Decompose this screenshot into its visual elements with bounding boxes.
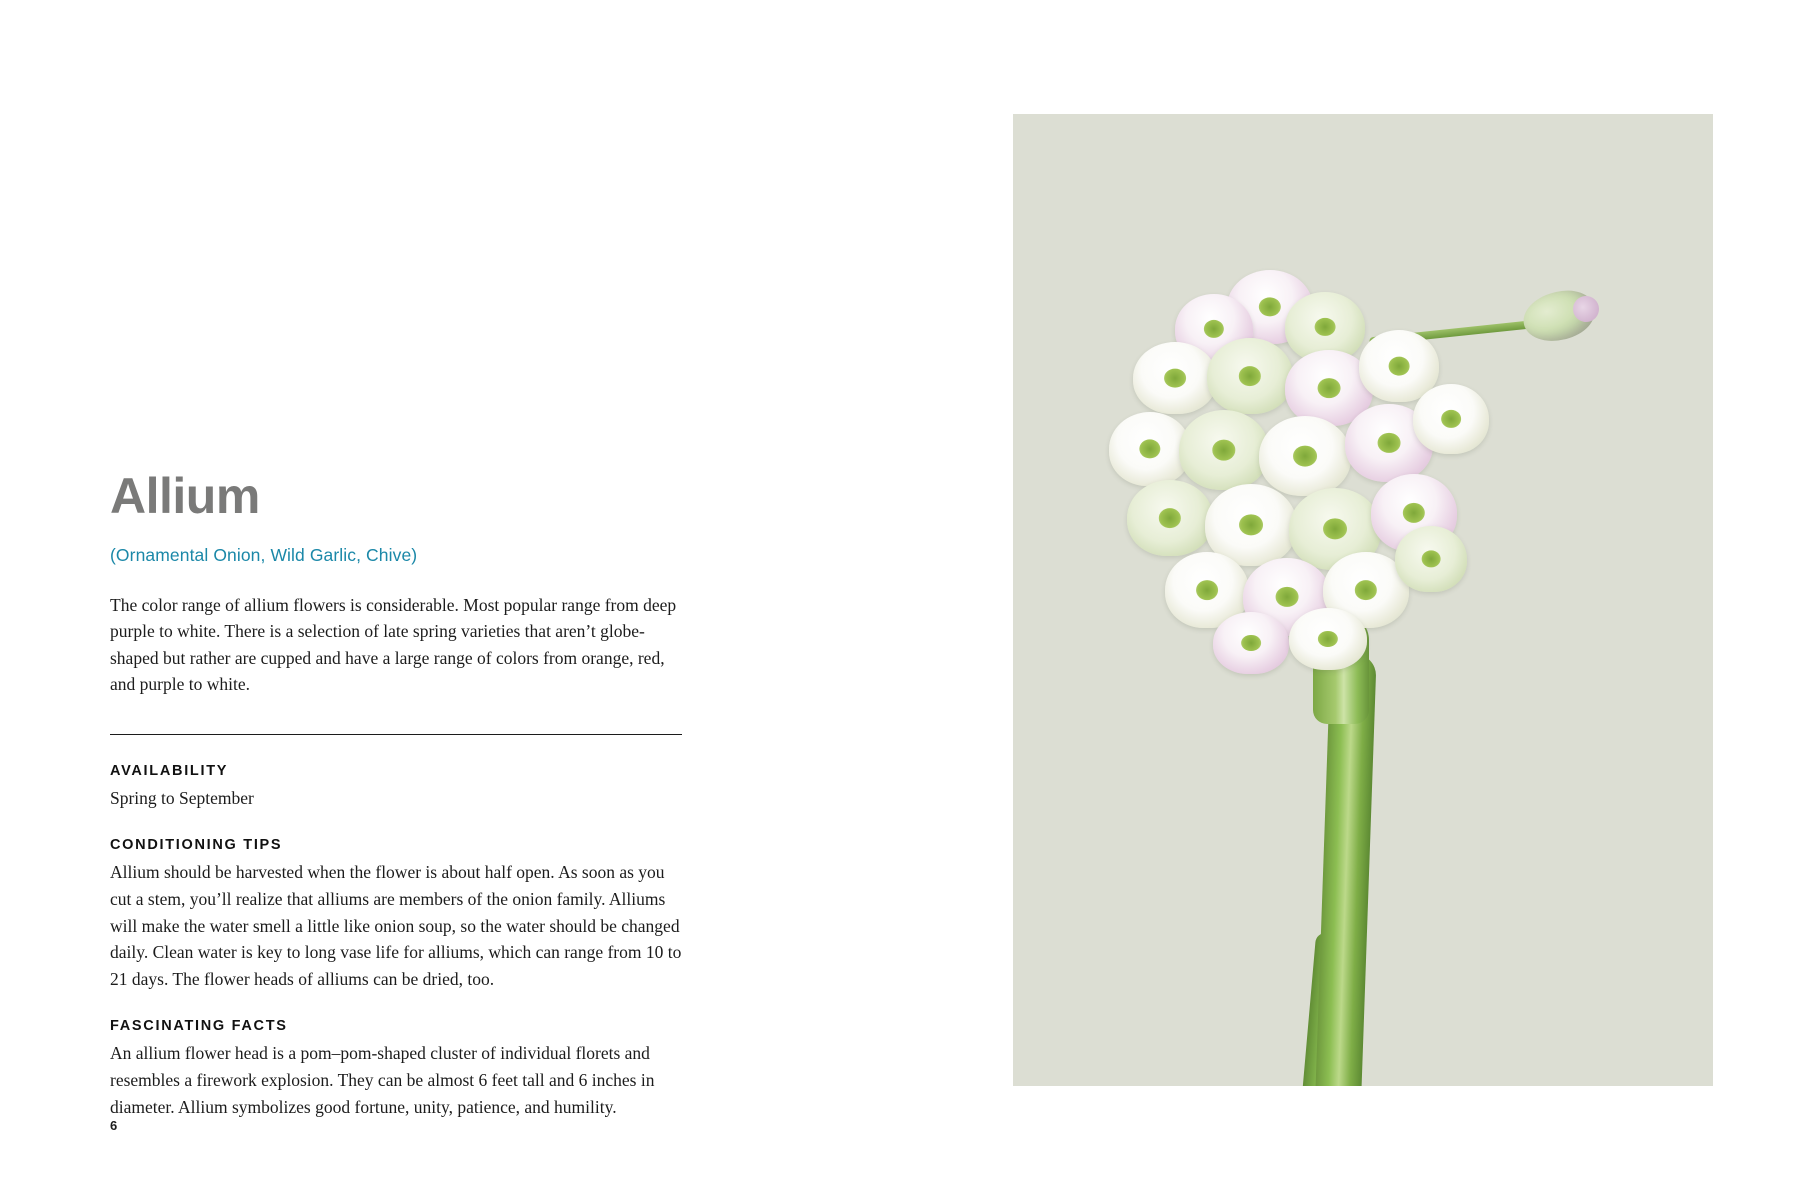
section-heading-availability: AVAILABILITY [110, 762, 229, 779]
flower-common-names: (Ornamental Onion, Wild Garlic, Chive) [110, 544, 418, 565]
section-body-availability: Spring to September [110, 787, 254, 808]
floret [1133, 342, 1217, 414]
section-heading-fascinating-facts: FASCINATING FACTS [110, 1018, 288, 1035]
floret [1213, 612, 1289, 674]
page-title: Allium [110, 468, 260, 524]
section-heading-conditioning-tips: CONDITIONING TIPS [110, 837, 283, 854]
text-column [110, 470, 680, 1120]
section-divider [110, 734, 682, 735]
floret [1395, 526, 1467, 592]
flower-head-cluster [1109, 264, 1509, 684]
floret [1127, 480, 1213, 556]
floret [1179, 410, 1269, 490]
section-body-fascinating-facts: An allium flower head is a pom–pom-shaped cluster of individual florets and resembles a firework explosion. They can be almost 6 feet tall and 6 inches in diameter. Allium symbolizes good fortune, unity, patience, and humility. [110, 1043, 655, 1117]
floret [1207, 338, 1293, 414]
flower-photograph [1013, 114, 1713, 1086]
photograph-canvas [1013, 114, 1713, 1086]
section-fascinating-facts [110, 1018, 680, 1120]
section-body-conditioning-tips: Allium should be harvested when the flower is about half open. As soon as you cut a stem, you’ll realize that alliums are members of the onion family. Alliums will make the water smell a little like onion soup, so the water should be changed daily. Clean water is key to long vase life for alliums, which can range from 10 to 21 days. The flower heads of alliums can be dried, too. [110, 862, 682, 989]
floret [1289, 608, 1367, 670]
floret [1413, 384, 1489, 454]
section-availability [110, 763, 680, 812]
section-conditioning-tips [110, 837, 680, 992]
intro-paragraph: The color range of allium flowers is considerable. Most popular range from deep purple to white. There is a selection of late spring varieties that aren’t globe-shaped but rather are cupped and have a large range of colors from orange, red, and purple to white. [110, 594, 677, 695]
floret [1259, 416, 1351, 496]
page-number: 6 [110, 1118, 118, 1133]
